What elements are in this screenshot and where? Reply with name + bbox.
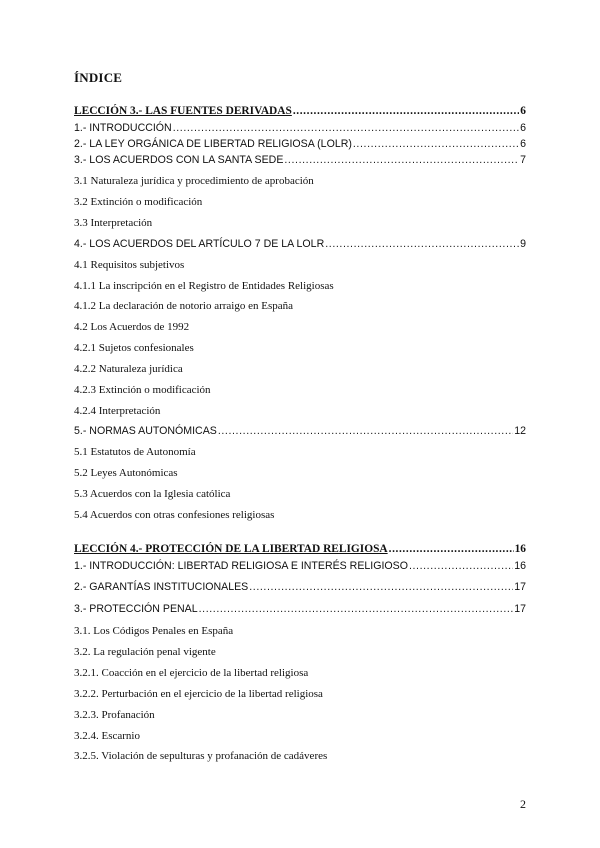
- toc-leader-dots: [284, 153, 519, 167]
- toc-subentry[interactable]: 4.1 Requisitos subjetivos: [74, 259, 185, 271]
- toc-subentry[interactable]: 3.2.3. Profanación: [74, 709, 155, 721]
- toc-leader-dots: [353, 137, 519, 151]
- toc-subentry[interactable]: 3.3 Interpretación: [74, 217, 153, 229]
- toc-entry[interactable]: [74, 137, 526, 151]
- toc-page-number: 6: [520, 122, 526, 134]
- toc-label: LECCIÓN 3.- LAS FUENTES DERIVADAS: [74, 105, 292, 117]
- toc-page-number: 16: [514, 543, 526, 555]
- toc-label: 2.- GARANTÍAS INSTITUCIONALES: [74, 581, 249, 593]
- toc-entry[interactable]: [74, 121, 526, 135]
- toc-subentry[interactable]: 3.2 Extinción o modificación: [74, 196, 203, 208]
- toc-label: 5.- NORMAS AUTONÓMICAS: [74, 425, 217, 437]
- toc-subentry[interactable]: 4.2.1 Sujetos confesionales: [74, 342, 194, 354]
- toc-label: 1.- INTRODUCCIÓN: LIBERTAD RELIGIOSA E INTERÉS RELIGIOSO: [74, 560, 408, 572]
- toc-entry[interactable]: [74, 153, 526, 167]
- toc-subentry[interactable]: 3.2.2. Perturbación en el ejercicio de la libertad religiosa: [74, 688, 323, 700]
- toc-leader-dots: [293, 104, 519, 118]
- toc-label: 1.- INTRODUCCIÓN: [74, 122, 172, 134]
- toc-entry[interactable]: [74, 580, 526, 594]
- toc-entry[interactable]: [74, 559, 526, 573]
- toc-subentry[interactable]: 4.2 Los Acuerdos de 1992: [74, 321, 190, 333]
- toc-subentry[interactable]: 4.1.2 La declaración de notorio arraigo en España: [74, 300, 293, 312]
- toc-leader-dots: [325, 237, 519, 251]
- toc-subentry[interactable]: 3.1 Naturaleza jurídica y procedimiento de aprobación: [74, 175, 314, 187]
- toc-label: 3.- PROTECCIÓN PENAL: [74, 603, 198, 615]
- toc-subentry[interactable]: 3.2.1. Coacción en el ejercicio de la libertad religiosa: [74, 667, 309, 679]
- toc-subentry[interactable]: 4.2.3 Extinción o modificación: [74, 384, 211, 396]
- toc-page-number: 17: [514, 581, 526, 593]
- toc-leader-dots: [173, 121, 519, 135]
- toc-leader-dots: [389, 542, 514, 556]
- toc-subentry[interactable]: 5.3 Acuerdos con la Iglesia católica: [74, 488, 231, 500]
- toc-leader-dots: [249, 580, 513, 594]
- toc-entry[interactable]: [74, 602, 526, 616]
- toc-subentry[interactable]: 5.4 Acuerdos con otras confesiones religiosas: [74, 509, 275, 521]
- toc-subentry[interactable]: 4.2.2 Naturaleza jurídica: [74, 363, 183, 375]
- toc-subentry[interactable]: 5.2 Leyes Autonómicas: [74, 467, 178, 479]
- toc-entry[interactable]: [74, 424, 526, 438]
- toc-label: 4.- LOS ACUERDOS DEL ARTÍCULO 7 DE LA LOLR: [74, 238, 325, 250]
- toc-subentry[interactable]: 3.2. La regulación penal vigente: [74, 646, 216, 658]
- toc-subentry[interactable]: 3.2.4. Escarnio: [74, 730, 140, 742]
- toc-label: 3.- LOS ACUERDOS CON LA SANTA SEDE: [74, 154, 284, 166]
- toc-page-number: 12: [514, 425, 526, 437]
- toc-page-number: 16: [514, 560, 526, 572]
- toc-leader-dots: [218, 424, 513, 438]
- toc-section-title-leccion-4[interactable]: [74, 542, 526, 556]
- toc-page-number: 17: [514, 603, 526, 615]
- toc-page-number: 6: [520, 138, 526, 150]
- toc-label: 2.- LA LEY ORGÁNICA DE LIBERTAD RELIGIOSA (LOLR): [74, 138, 352, 150]
- toc-entry[interactable]: [74, 237, 526, 251]
- toc-label: LECCIÓN 4.- PROTECCIÓN DE LA LIBERTAD RELIGIOSA: [74, 543, 388, 555]
- toc-section-title-leccion-3[interactable]: [74, 104, 526, 118]
- index-title: ÍNDICE: [74, 70, 123, 85]
- toc-page-number: 9: [520, 238, 526, 250]
- toc-subentry[interactable]: 3.1. Los Códigos Penales en España: [74, 625, 234, 637]
- toc-subentry[interactable]: 3.2.5. Violación de sepulturas y profanación de cadáveres: [74, 750, 328, 762]
- toc-subentry[interactable]: 5.1 Estatutos de Autonomía: [74, 446, 196, 458]
- page-number: 2: [520, 797, 526, 811]
- toc-subentry[interactable]: 4.2.4 Interpretación: [74, 405, 161, 417]
- toc-page-number: 6: [520, 105, 526, 117]
- toc-page-number: 7: [520, 154, 526, 166]
- toc-leader-dots: [409, 559, 513, 573]
- toc-subentry[interactable]: 4.1.1 La inscripción en el Registro de Entidades Religiosas: [74, 280, 334, 292]
- toc-leader-dots: [199, 602, 514, 616]
